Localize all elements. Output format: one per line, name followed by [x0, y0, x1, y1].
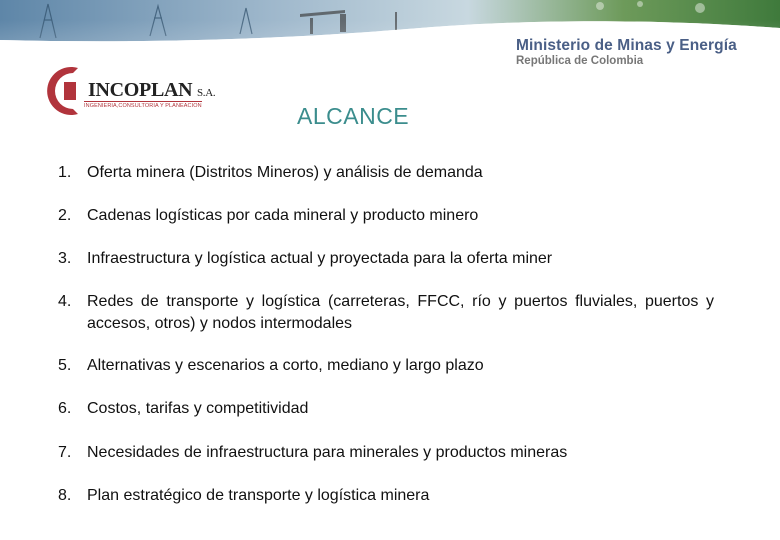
item-number: 2. [58, 207, 72, 224]
item-number: 3. [58, 250, 72, 267]
item-text: Necesidades de infraestructura para minerales y productos mineras [87, 444, 568, 461]
incoplan-emblem-icon [40, 62, 86, 120]
item-number: 5. [58, 357, 72, 374]
logo-name-text: INCOPLAN [88, 79, 193, 101]
ministry-country: República de Colombia [516, 55, 644, 67]
scope-item [58, 205, 714, 227]
scope-item [58, 291, 714, 335]
scope-item [58, 485, 714, 507]
logo-tagline: INGENIERIA,CONSULTORIA Y PLANEACION [84, 103, 202, 109]
item-number: 6. [58, 400, 72, 417]
logo-name [88, 79, 215, 102]
logo-suffix: S.A. [196, 87, 216, 99]
item-text: Oferta minera (Distritos Mineros) y análisis de demanda [87, 164, 483, 181]
item-number: 8. [58, 487, 72, 504]
item-text: Plan estratégico de transporte y logística minera [87, 487, 430, 504]
scope-item [58, 162, 714, 184]
scope-item [58, 248, 714, 270]
item-text: Costos, tarifas y competitividad [87, 400, 309, 417]
item-number: 4. [58, 293, 72, 310]
item-text: Alternativas y escenarios a corto, mediano y largo plazo [87, 357, 484, 374]
item-number: 7. [58, 444, 72, 461]
scope-item [58, 398, 714, 420]
item-text: Cadenas logísticas por cada mineral y producto minero [87, 207, 479, 224]
logo-divider [84, 101, 202, 102]
item-text: Infraestructura y logística actual y proyectada para la oferta miner [87, 250, 553, 267]
item-text: Redes de transporte y logística (carreteras, FFCC, río y puertos fluviales, puertos y accesos, otros) y nodos intermodales [87, 293, 714, 332]
ministry-name: Ministerio de Minas y Energía [516, 37, 737, 54]
slide-title: ALCANCE [297, 103, 410, 129]
scope-item [58, 442, 714, 464]
item-number: 1. [58, 164, 72, 181]
scope-item [58, 355, 714, 377]
incoplan-logo [40, 62, 216, 120]
